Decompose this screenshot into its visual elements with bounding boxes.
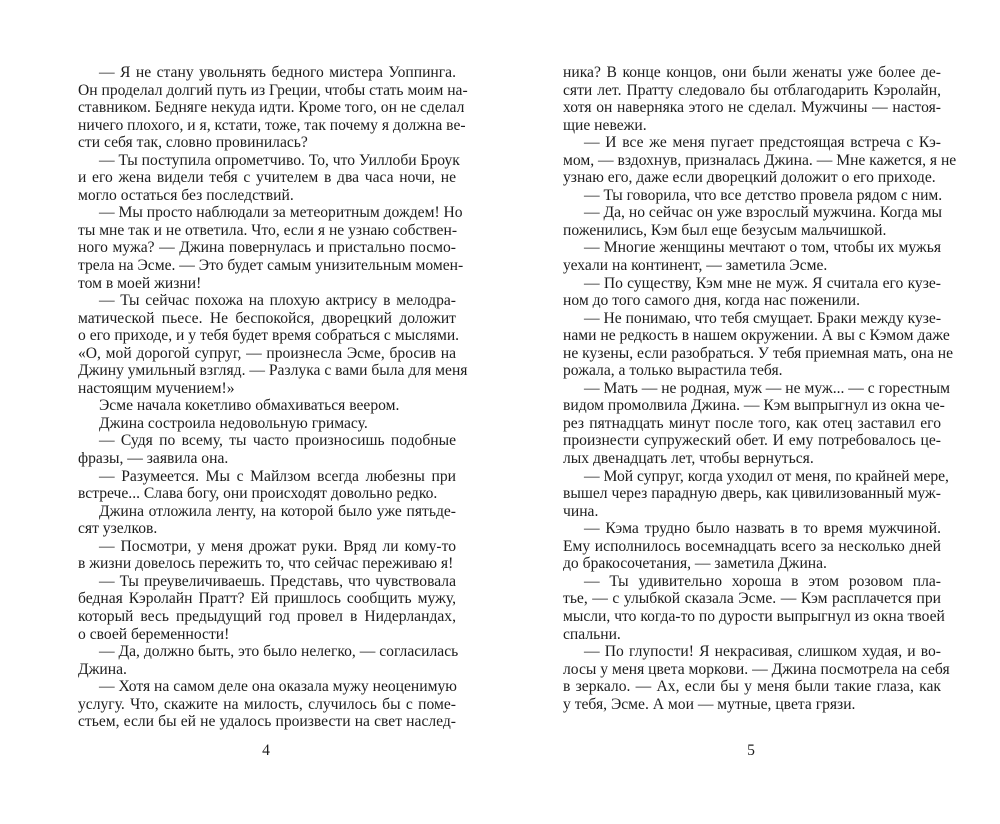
- text-line: нами не редкость в нашем окружении. А вы с Кэмом даже: [563, 327, 950, 345]
- text-line: — Мы просто наблюдали за метеоритным дождем! Но: [99, 204, 463, 222]
- text-line: ного мужа? — Джина повернулась и пристально посмо-: [78, 239, 456, 257]
- text-line: — Мой супруг, когда уходил от меня, по крайней мере,: [584, 467, 949, 485]
- text-line: чина.: [563, 502, 599, 520]
- text-line: сят узелков.: [78, 520, 158, 538]
- text-line: хотя он наверняка этого не сделал. Мужчины — настоя-: [563, 99, 941, 117]
- text-line: ставником. Бедняге некуда идти. Кроме того, он не сделал: [78, 99, 465, 117]
- text-line: ном до того самого дня, когда нас поженили.: [563, 292, 860, 310]
- text-line: — Ты преувеличиваешь. Представь, что чувствовала: [99, 572, 456, 590]
- text-line: вышел через парадную дверь, как цивилизованный муж-: [563, 485, 941, 503]
- text-line: матической пьесе. Не беспокойся, дворецкий доложит: [78, 309, 456, 327]
- text-line: щие невежи.: [563, 116, 647, 134]
- text-line: узнаю его, даже если дворецкий доложит о его приходе.: [563, 169, 936, 187]
- text-line: — По существу, Кэм мне не муж. Я считала его кузе-: [584, 274, 941, 292]
- text-line: сяти лет. Пратту следовало бы отблагодарить Кэролайн,: [563, 81, 941, 99]
- text-line: поженились, Кэм был еще безусым мальчишкой.: [563, 221, 887, 239]
- text-line: — Я не стану увольнять бедного мистера Уоппинга.: [99, 64, 456, 81]
- text-line: том в моей жизни!: [78, 274, 202, 292]
- text-line: — Мать — не родная, муж — не муж... — с горестным: [584, 379, 950, 397]
- text-line: — И все же меня пугает предстоящая встреча с Кэ-: [584, 134, 941, 152]
- right-page-text: [563, 64, 957, 713]
- text-line: — Ты поступила опрометчиво. То, что Уиллоби Броук: [99, 151, 460, 169]
- text-line: видом промолвила Джина. — Кэм выпрыгнул из окна че-: [563, 397, 945, 415]
- text-line: не кузены, если разобраться. У тебя приемная мать, она не: [563, 344, 954, 362]
- text-line: ника? В конце концов, они были женаты уже более де-: [563, 64, 941, 81]
- text-line: в жизни довелось пережить то, что сейчас переживаю я!: [78, 555, 454, 573]
- text-line: тье, — с улыбкой сказала Эсме. — Кэм расплачется при: [563, 590, 941, 608]
- text-line: настоящим мучением!»: [78, 379, 235, 397]
- text-line: и его жена видели тебя с учителем в два часа ночи, не: [78, 169, 456, 187]
- text-line: ничего плохого, и я, кстати, тоже, так почему я должна ве-: [78, 116, 466, 134]
- text-line: мысли, что когда-то по дурости выпрыгнул из окна твоей: [563, 607, 945, 625]
- text-line: рез пятнадцать минут после того, как отец заставил его: [563, 414, 941, 432]
- text-line: — Разумеется. Мы с Майлзом всегда любезны при: [99, 467, 456, 485]
- text-line: бедная Кэролайн Пратт? Ей пришлось сообщить мужу,: [78, 590, 456, 608]
- text-line: — Не понимаю, что тебя смущает. Браки между кузе-: [584, 309, 942, 327]
- text-line: Джину умильный взгляд. — Разлука с вами была для меня: [78, 362, 468, 380]
- text-line: услугу. Что, скажите на милость, случилось бы с поме-: [78, 695, 456, 713]
- text-line: фразы, — заявила она.: [78, 450, 229, 468]
- page-number-left: 4: [262, 742, 270, 759]
- text-line: — Судя по всему, ты часто произносишь подобные: [99, 432, 456, 450]
- text-line: могло остаться без последствий.: [78, 186, 294, 204]
- text-line: который весь предыдущий год провел в Нидерландах,: [78, 607, 456, 625]
- text-line: стьем, если бы ей не удалось произвести на свет наслед-: [78, 713, 456, 731]
- text-line: сти себя так, словно провинилась?: [78, 134, 308, 152]
- text-line: ты мне так и не ответила. Что, если я не узнаю собствен-: [78, 221, 458, 239]
- text-line: — Хотя на самом деле она оказала мужу неоценимую: [99, 678, 457, 696]
- text-line: Эсме начала кокетливо обмахиваться веером.: [99, 397, 400, 415]
- text-line: произнести супружеский обет. И ему потребовалось це-: [563, 432, 941, 450]
- text-line: лосы у меня цвета моркови. — Джина посмотрела на себя: [563, 660, 950, 678]
- text-line: — По глупости! Я некрасивая, слишком худая, и во-: [584, 643, 941, 661]
- text-line: у тебя, Эсме. А мои — мутные, цвета грязи.: [563, 695, 856, 713]
- text-line: трела на Эсме. — Это будет самым унизительным момен-: [78, 257, 464, 275]
- text-line: Джина отложила ленту, на которой было уже пятьде-: [99, 502, 456, 520]
- text-line: мом, — вздохнув, призналась Джина. — Мне кажется, я не: [563, 151, 957, 169]
- text-line: до бракосочетания, — заметила Джина.: [563, 555, 827, 573]
- text-line: спальни.: [563, 625, 621, 643]
- text-line: — Ты говорила, что все детство провела рядом с ним.: [584, 186, 943, 204]
- text-line: встрече... Слава богу, они происходят довольно редко.: [78, 485, 438, 503]
- text-line: — Ты сейчас похожа на плохую актрису в мелодра-: [99, 292, 456, 310]
- text-line: — Посмотри, у меня дрожат руки. Вряд ли кому-то: [99, 537, 456, 555]
- text-line: лых двенадцать лет, чтобы вернуться.: [563, 450, 814, 468]
- text-line: Джина.: [78, 660, 127, 678]
- left-page-text: [78, 64, 468, 731]
- text-line: о его приходе, и у тебя будет время собраться с мыслями.: [78, 327, 460, 345]
- text-line: рожала, а только вырастила тебя.: [563, 362, 783, 380]
- text-line: уехали на континент, — заметила Эсме.: [563, 257, 828, 275]
- text-line: в зеркало. — Ах, если бы у меня были такие глаза, как: [563, 678, 941, 696]
- text-line: — Да, но сейчас он уже взрослый мужчина. Когда мы: [584, 204, 943, 222]
- text-line: — Ты удивительно хороша в этом розовом пла-: [584, 572, 941, 590]
- text-line: «О, мой дорогой супруг, — произнесла Эсме, бросив на: [78, 344, 456, 362]
- text-line: Ему исполнилось восемнадцать всего за несколько дней: [563, 537, 941, 555]
- text-line: — Да, должно быть, это было нелегко, — согласилась: [99, 643, 459, 661]
- text-line: — Кэма трудно было назвать в то время мужчиной.: [584, 520, 941, 538]
- text-line: — Многие женщины мечтают о том, чтобы их мужья: [584, 239, 941, 257]
- text-line: Он проделал долгий путь из Греции, чтобы стать моим на-: [78, 81, 468, 99]
- page-number-right: 5: [747, 742, 755, 759]
- text-line: о своей беременности!: [78, 625, 230, 643]
- text-line: Джина состроила недовольную гримасу.: [99, 414, 368, 432]
